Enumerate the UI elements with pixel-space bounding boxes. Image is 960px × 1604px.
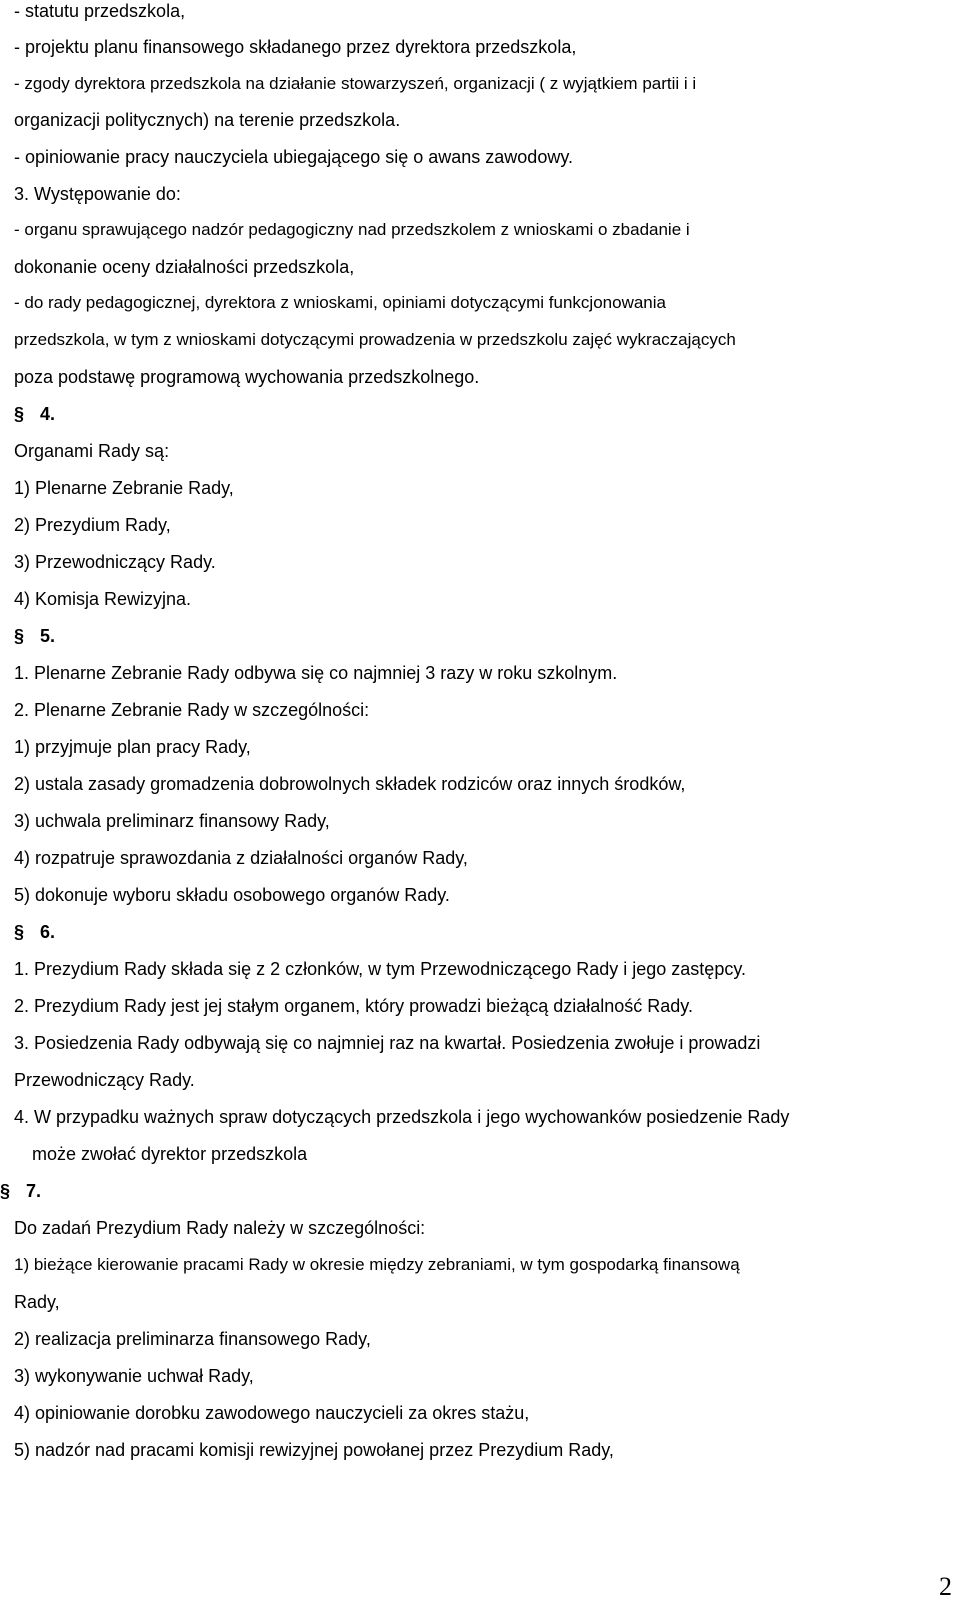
section-sign: § [14,404,25,424]
section-number: 6. [40,922,56,942]
text-line: 3) wykonywanie uchwał Rady, [14,1366,254,1386]
section-sign: § [0,1181,11,1201]
text-line: 1) przyjmuje plan pracy Rady, [14,737,251,757]
text-line: Rady, [14,1292,60,1312]
section-sign: § [14,922,25,942]
text-line: 2) ustala zasady gromadzenia dobrowolnych składek rodziców oraz innych środków, [14,774,686,794]
text-line: 1. Plenarne Zebranie Rady odbywa się co najmniej 3 razy w roku szkolnym. [14,663,618,683]
section-number: 7. [26,1181,42,1201]
text-line: 2) Prezydium Rady, [14,515,171,535]
text-line: 3. Posiedzenia Rady odbywają się co najmniej raz na kwartał. Posiedzenia zwołuje i prowadzi [14,1033,761,1053]
text-line: 5) nadzór nad pracami komisji rewizyjnej powołanej przez Prezydium Rady, [14,1440,614,1460]
text-line: 3. Występowanie do: [14,184,181,204]
text-line: - organu sprawującego nadzór pedagogiczny nad przedszkolem z wnioskami o zbadanie i [14,220,690,239]
text-line: organizacji politycznych) na terenie przedszkola. [14,110,401,130]
section-heading [14,921,55,943]
text-line: - zgody dyrektora przedszkola na działanie stowarzyszeń, organizacji ( z wyjątkiem partii i i [14,74,697,93]
text-line: może zwołać dyrektor przedszkola [32,1144,308,1164]
text-line: 2. Prezydium Rady jest jej stałym organem, który prowadzi bieżącą działalność Rady. [14,996,693,1016]
text-line: dokonanie oceny działalności przedszkola, [14,257,355,277]
text-line: - projektu planu finansowego składanego przez dyrektora przedszkola, [14,37,577,57]
section-number: 5. [40,626,56,646]
text-line: 4) rozpatruje sprawozdania z działalności organów Rady, [14,848,468,868]
text-line: 2) realizacja preliminarza finansowego Rady, [14,1329,371,1349]
section-number: 4. [40,404,56,424]
text-line: 3) uchwala preliminarz finansowy Rady, [14,811,330,831]
text-line: - opiniowanie pracy nauczyciela ubiegającego się o awans zawodowy. [14,147,573,167]
text-line: poza podstawę programową wychowania przedszkolnego. [14,367,480,387]
section-heading [14,403,55,425]
text-line: 3) Przewodniczący Rady. [14,552,216,572]
section-heading [14,625,55,647]
text-line: przedszkola, w tym z wnioskami dotyczącymi prowadzenia w przedszkolu zajęć wykraczających [14,330,736,349]
section-sign: § [14,626,25,646]
text-line: 2. Plenarne Zebranie Rady w szczególności: [14,700,370,720]
section-heading [0,1180,41,1202]
text-line: 4) opiniowanie dorobku zawodowego nauczycieli za okres stażu, [14,1403,530,1423]
text-line: - statutu przedszkola, [14,1,186,21]
text-line: - do rady pedagogicznej, dyrektora z wnioskami, opiniami dotyczącymi funkcjonowania [14,293,666,312]
text-line: Organami Rady są: [14,441,170,461]
text-line: Do zadań Prezydium Rady należy w szczególności: [14,1218,426,1238]
page-number: 2 [939,1572,952,1601]
text-line: 1) bieżące kierowanie pracami Rady w okresie między zebraniami, w tym gospodarką finansową [14,1255,740,1274]
text-line: 4) Komisja Rewizyjna. [14,589,192,609]
text-line: 5) dokonuje wyboru składu osobowego organów Rady. [14,885,450,905]
text-line: Przewodniczący Rady. [14,1070,195,1090]
text-line: 1. Prezydium Rady składa się z 2 członków, w tym Przewodniczącego Rady i jego zastępcy. [14,959,746,979]
text-line: 1) Plenarne Zebranie Rady, [14,478,234,498]
text-line: 4. W przypadku ważnych spraw dotyczących przedszkola i jego wychowanków posiedzenie Rady [14,1107,790,1127]
